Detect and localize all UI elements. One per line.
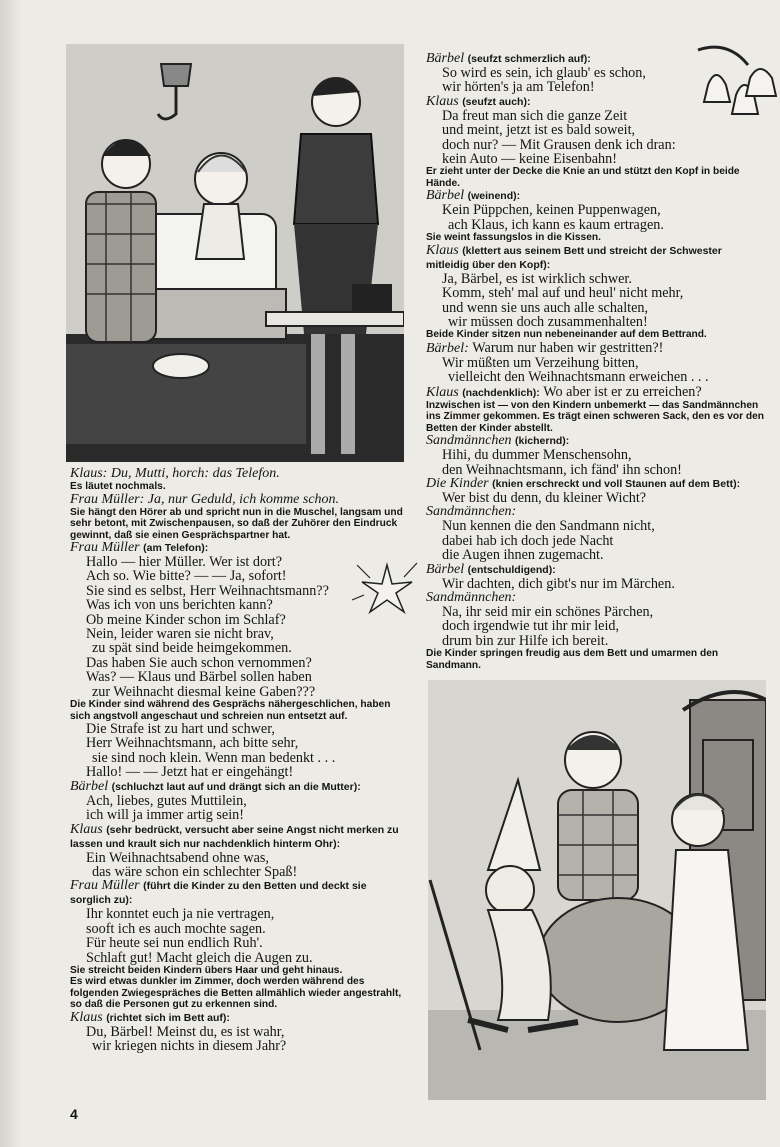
page-number: 4 <box>70 1106 78 1122</box>
speaker-name: Klaus <box>70 821 103 837</box>
speaker-cue <box>426 434 764 448</box>
dialogue-line: kein Auto — keine Eisenbahn! <box>442 151 617 168</box>
speaker-name: Die Kinder <box>426 476 489 491</box>
dialogue-line: drum bin zur Hilfe ich bereit. <box>442 632 609 649</box>
dialogue-line: doch irgendwie tut ihr mir leid, <box>442 618 620 635</box>
speaker-direction: (entschuldigend): <box>467 563 556 576</box>
stage-direction: Er zieht unter der Decke die Knie an und stützt den Kopf in beide Hände. <box>426 166 740 189</box>
inline-dialogue: Wo aber ist er zu erreichen? <box>543 383 702 400</box>
speaker-name: Sandmännchen: <box>426 504 517 520</box>
dialogue-line: Das haben Sie auch schon vernommen? <box>86 654 312 671</box>
dialogue-line: Kein Püppchen, keinen Puppenwagen, <box>442 202 661 219</box>
dialogue-line: Komm, steh' mal auf und heul' nicht mehr, <box>442 285 684 302</box>
dialogue-line: sie sind noch klein. Wenn man bedenkt . . . <box>92 749 336 766</box>
stage-direction: Sie streicht beiden Kindern übers Haar und geht hinaus. <box>70 964 343 976</box>
speaker-cue <box>426 591 764 605</box>
dialogue-line: Ach so. Wie bitte? — — Ja, sofort! <box>86 568 287 585</box>
speaker-direction: (nachdenklich): <box>462 386 540 399</box>
dialogue-line: die Augen ihnen zugemacht. <box>442 547 604 564</box>
dialogue-line: Schlaft gut! Macht gleich die Augen zu. <box>86 949 313 966</box>
right-text-column <box>426 52 764 671</box>
speaker-name: Bärbel: <box>426 340 469 356</box>
illustration-telephone-scene <box>66 44 404 462</box>
dialogue-line: Wir dachten, dich gibt's nur im Märchen. <box>442 575 675 592</box>
stage-direction: Es wird etwas dunkler im Zimmer, doch werden während des folgenden Zwiegespräches die Betten allmählich wieder angestrahlt, so daß die Personen gut zu erkennen sind. <box>70 976 402 1011</box>
dialogue-line: zu spät sind beide heimgekommen. <box>92 640 292 657</box>
dialogue-line: zur Weihnacht diesmal keine Gaben??? <box>92 683 316 700</box>
speaker-cue <box>426 563 764 577</box>
speaker-direction: (weinend): <box>467 190 521 203</box>
stage-direction: Die Kinder springen freudig aus dem Bett und umarmen den Sandmann. <box>426 648 719 671</box>
dialogue-line: den Weihnachtsmann, ich fänd' ihn schon! <box>442 461 682 478</box>
dialogue-line: sooft ich es auch mochte sagen. <box>86 920 266 937</box>
dialogue-line: Hihi, du dummer Menschensohn, <box>442 447 632 464</box>
dialogue-line: Ein Weihnachtsabend ohne was, <box>86 849 269 866</box>
speaker-direction: (knien erschreckt und voll Staunen auf dem Bett): <box>492 478 741 490</box>
dialogue-line: Wer bist du denn, du kleiner Wicht? <box>442 490 647 506</box>
speaker-cue <box>426 385 764 400</box>
stage-direction: Sie hängt den Hörer ab und spricht nun in die Muschel, langsam und sehr betont, mit Zwischenpausen, so daß der Zuhörer den Eindruck gewinnt, daß sie einen Gesprächspartner hat. <box>70 506 403 541</box>
dialogue-line: Was ich von uns berichten kann? <box>86 597 273 614</box>
dialogue-line: Ob meine Kinder schon im Schlaf? <box>86 611 286 628</box>
sandmann-scene-drawing <box>428 680 766 1100</box>
dialogue-line: Ihr konntet euch ja nie vertragen, <box>86 906 275 923</box>
dialogue-line: Nein, leider waren sie nicht brav, <box>86 626 274 643</box>
stage-direction: Beide Kinder sitzen nun nebeneinander auf dem Bettrand. <box>426 329 707 341</box>
speaker-cue <box>426 341 764 356</box>
dialogue-line: Sie sind es selbst, Herr Weihnachtsmann?? <box>86 582 329 599</box>
dialogue-line: ich will ja immer artig sein! <box>86 807 244 824</box>
dialogue-line: wir hörten's ja am Telefon! <box>442 79 595 96</box>
speaker-direction: (seufzt auch): <box>462 95 531 108</box>
speaker-cue <box>426 244 764 272</box>
speaker-direction: (sehr bedrückt, versucht aber seine Angst nicht merken zu lassen und krault sich nur nachdenklich hinterm Ohr): <box>70 823 399 850</box>
dialogue-line: und meint, jetzt ist es bald soweit, <box>442 122 636 139</box>
dialogue-line: vielleicht den Weihnachtsmann erweichen . . . <box>448 369 709 386</box>
dialogue-line: Für heute sei nun endlich Ruh'. <box>86 935 263 952</box>
dialogue-line: So wird es sein, ich glaub' es schon, <box>442 65 646 81</box>
dialogue-line: das wäre schon ein schlechter Spaß! <box>92 863 298 880</box>
speaker-name: Bärbel <box>426 561 465 577</box>
stage-direction: Die Kinder sind während des Gesprächs nähergeschlichen, haben sich angstvoll angeschaut und schreien nun entsetzt auf. <box>70 699 391 722</box>
speaker-cue <box>426 189 764 203</box>
speaker-cue <box>70 1011 410 1025</box>
dialogue-line: Wir müßten um Verzeihung bitten, <box>442 354 639 371</box>
dialogue-line: ach Klaus, ich kann es kaum ertragen. <box>448 216 664 233</box>
speaker-direction: (richtet sich im Bett auf): <box>106 1011 230 1024</box>
speaker-direction: (klettert aus seinem Bett und streicht der Schwester mitleidig über den Kopf): <box>426 244 722 271</box>
dialogue-line: und wenn sie uns auch alle schalten, <box>442 299 649 316</box>
speaker-name: Frau Müller <box>70 540 140 555</box>
dialogue-line: Ach, liebes, gutes Muttilein, <box>86 792 247 809</box>
speaker-name: Bärbel <box>426 188 465 204</box>
dialogue-line: Da freut man sich die ganze Zeit <box>442 107 628 124</box>
speaker-direction: (führt die Kinder zu den Betten und deckt sie sorglich zu): <box>70 880 367 907</box>
speaker-name: Bärbel <box>426 51 465 66</box>
speaker-cue <box>426 477 764 491</box>
dialogue-line: Ja, Bärbel, es ist wirklich schwer. <box>442 270 632 287</box>
speaker-cue <box>70 780 410 794</box>
dialogue-line: wir müssen doch zusammenhalten! <box>448 313 648 330</box>
dialogue-line: Nun kennen die den Sandmann nicht, <box>442 518 655 535</box>
speaker-line: Klaus: Du, Mutti, horch: das Telefon. <box>70 466 280 481</box>
speaker-direction: (schluchzt laut auf und drängt sich an die Mutter): <box>111 780 361 793</box>
speaker-name: Klaus <box>70 1009 103 1025</box>
speaker-line: Frau Müller: Ja, nur Geduld, ich komme schon. <box>70 491 340 507</box>
speaker-direction: (kichernd): <box>515 435 570 448</box>
illustration-sandmann-scene <box>428 680 766 1100</box>
speaker-name: Sandmännchen <box>426 433 512 449</box>
stage-direction: Es läutet nochmals. <box>70 481 166 492</box>
speaker-direction: (seufzt schmerzlich auf): <box>467 53 591 65</box>
dialogue-line: doch nur? — Mit Grausen denk ich dran: <box>442 136 676 153</box>
speaker-cue <box>426 52 764 66</box>
page-edge-shadow <box>0 0 22 1147</box>
dialogue-line: Hallo — hier Müller. Wer ist dort? <box>86 554 282 570</box>
speaker-name: Klaus <box>426 93 459 109</box>
speaker-cue <box>70 823 410 851</box>
speaker-cue <box>70 467 410 481</box>
stage-direction: Inzwischen ist — von den Kindern unbemerkt — das Sandmännchen ins Zimmer gekommen. Es trägt einen schweren Sack, den es vor den Betten der Kinder abstellt. <box>426 399 765 434</box>
left-text-column <box>70 467 410 1054</box>
dialogue-line: Herr Weihnachtsmann, ach bitte sehr, <box>86 735 299 752</box>
speaker-name: Frau Müller <box>70 878 140 894</box>
telephone-scene-drawing <box>66 44 404 462</box>
speaker-name: Klaus <box>426 384 459 400</box>
speaker-cue <box>426 95 764 109</box>
dialogue-line: Die Strafe ist zu hart und schwer, <box>86 721 275 738</box>
stage-direction: Sie weint fassungslos in die Kissen. <box>426 232 601 244</box>
dialogue-line: Na, ihr seid mir ein schönes Pärchen, <box>442 604 654 621</box>
inline-dialogue: Warum nur haben wir gestritten?! <box>472 339 664 356</box>
dialogue-line: Du, Bärbel! Meinst du, es ist wahr, <box>86 1023 285 1040</box>
speaker-name: Bärbel <box>70 778 109 794</box>
speaker-direction: (am Telefon): <box>143 542 209 554</box>
dialogue-line: Was? — Klaus und Bärbel sollen haben <box>86 669 312 686</box>
speaker-name: Sandmännchen: <box>426 590 517 606</box>
speaker-name: Klaus <box>426 242 459 258</box>
speaker-cue <box>426 505 764 519</box>
speaker-cue <box>70 879 410 907</box>
dialogue-line: Hallo! — — Jetzt hat er eingehängt! <box>86 764 294 781</box>
speaker-cue <box>70 541 410 555</box>
speaker-cue <box>70 493 410 507</box>
dialogue-line: dabei hab ich doch jede Nacht <box>442 532 614 549</box>
dialogue-line: wir kriegen nichts in diesem Jahr? <box>92 1038 287 1055</box>
